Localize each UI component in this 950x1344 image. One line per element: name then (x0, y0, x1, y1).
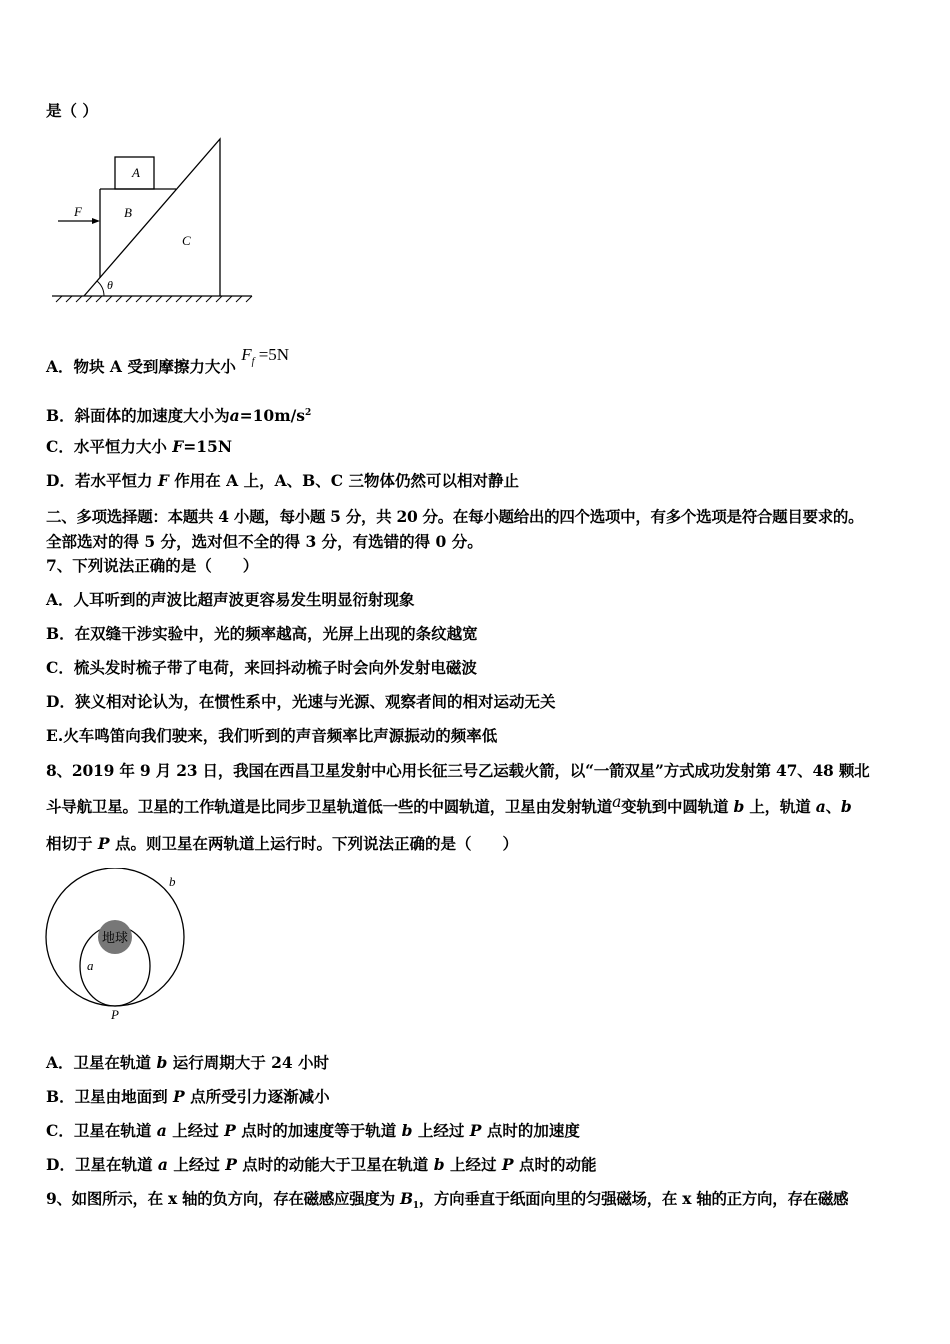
section-2-heading: 二、多项选择题：本题共 4 小题，每小题 5 分，共 20 分。在每小题给出的四个选项中，有多个选项是符合题目要求的。 (46, 507, 864, 526)
section-2-heading-cont: 全部选对的得 5 分，选对但不全的得 3 分，有选错的得 0 分。 (46, 532, 483, 551)
option-8d: D．卫星在轨道 a 上经过 P 点时的动能大于卫星在轨道 b 上经过 P 点时的动能 (46, 1155, 597, 1174)
option-6b: B．斜面体的加速度大小为$a=10m/s^2$ (46, 406, 312, 426)
option-7a: A．人耳听到的声波比超声波更容易发生明显衍射现象 (46, 590, 415, 609)
label-P: P (111, 1007, 119, 1022)
label-theta: θ (107, 278, 113, 292)
option-6d: D．若水平恒力 F 作用在 A 上，A、B、C 三物体仍然可以相对静止 (46, 471, 519, 490)
question-tail: 是（ ） (46, 101, 98, 120)
question-8: 8、2019 年 9 月 23 日，我国在西昌卫星发射中心用长征三号乙运载火箭，以“一箭双星”方式成功发射第 47、48 颗北 (46, 761, 870, 780)
label-F: F (74, 204, 82, 219)
label-A: A (132, 165, 140, 180)
question-8-cont: 斗导航卫星。卫星的工作轨道是比同步卫星轨道低一些的中圆轨道，卫星由发射轨道a变轨到中圆轨道 b 上，轨道 a、b (46, 793, 852, 816)
incline-figure (48, 134, 258, 309)
label-C: C (182, 233, 191, 248)
label-orbit-b: b (169, 874, 176, 889)
option-8b: B．卫星由地面到 P 点所受引力逐渐减小 (46, 1087, 330, 1106)
option-7e: E.火车鸣笛向我们驶来，我们听到的声音频率比声源振动的频率低 (46, 726, 498, 745)
question-8-cont2: 相切于 P 点。则卫星在两轨道上运行时。下列说法正确的是（ ） (46, 834, 518, 853)
option-7c: C．梳头发时梳子带了电荷，来回抖动梳子时会向外发射电磁波 (46, 658, 477, 677)
option-8c: C．卫星在轨道 a 上经过 P 点时的加速度等于轨道 b 上经过 P 点时的加速度 (46, 1121, 580, 1140)
option-7d: D．狭义相对论认为，在惯性系中，光速与光源、观察者间的相对运动无关 (46, 692, 556, 711)
label-B: B (124, 205, 132, 220)
label-orbit-a: a (87, 958, 94, 973)
orbit-figure (40, 868, 200, 1028)
option-7b: B．在双缝干涉实验中，光的频率越高，光屏上出现的条纹越宽 (46, 624, 478, 643)
option-6a: A．物块 A 受到摩擦力大小 $F_f =5N$ (46, 345, 290, 376)
label-earth: 地球 (101, 930, 129, 945)
option-8a: A．卫星在轨道 b 运行周期大于 24 小时 (46, 1053, 330, 1072)
option-6c: C．水平恒力大小 F=15N (46, 437, 232, 456)
question-9: 9、如图所示，在 x 轴的负方向，存在磁感应强度为 $B_1$，方向垂直于纸面向里的匀强磁场，在 x 轴的正方向，存在磁感 (46, 1189, 849, 1212)
question-7: 7、下列说法正确的是（ ） (46, 556, 259, 575)
